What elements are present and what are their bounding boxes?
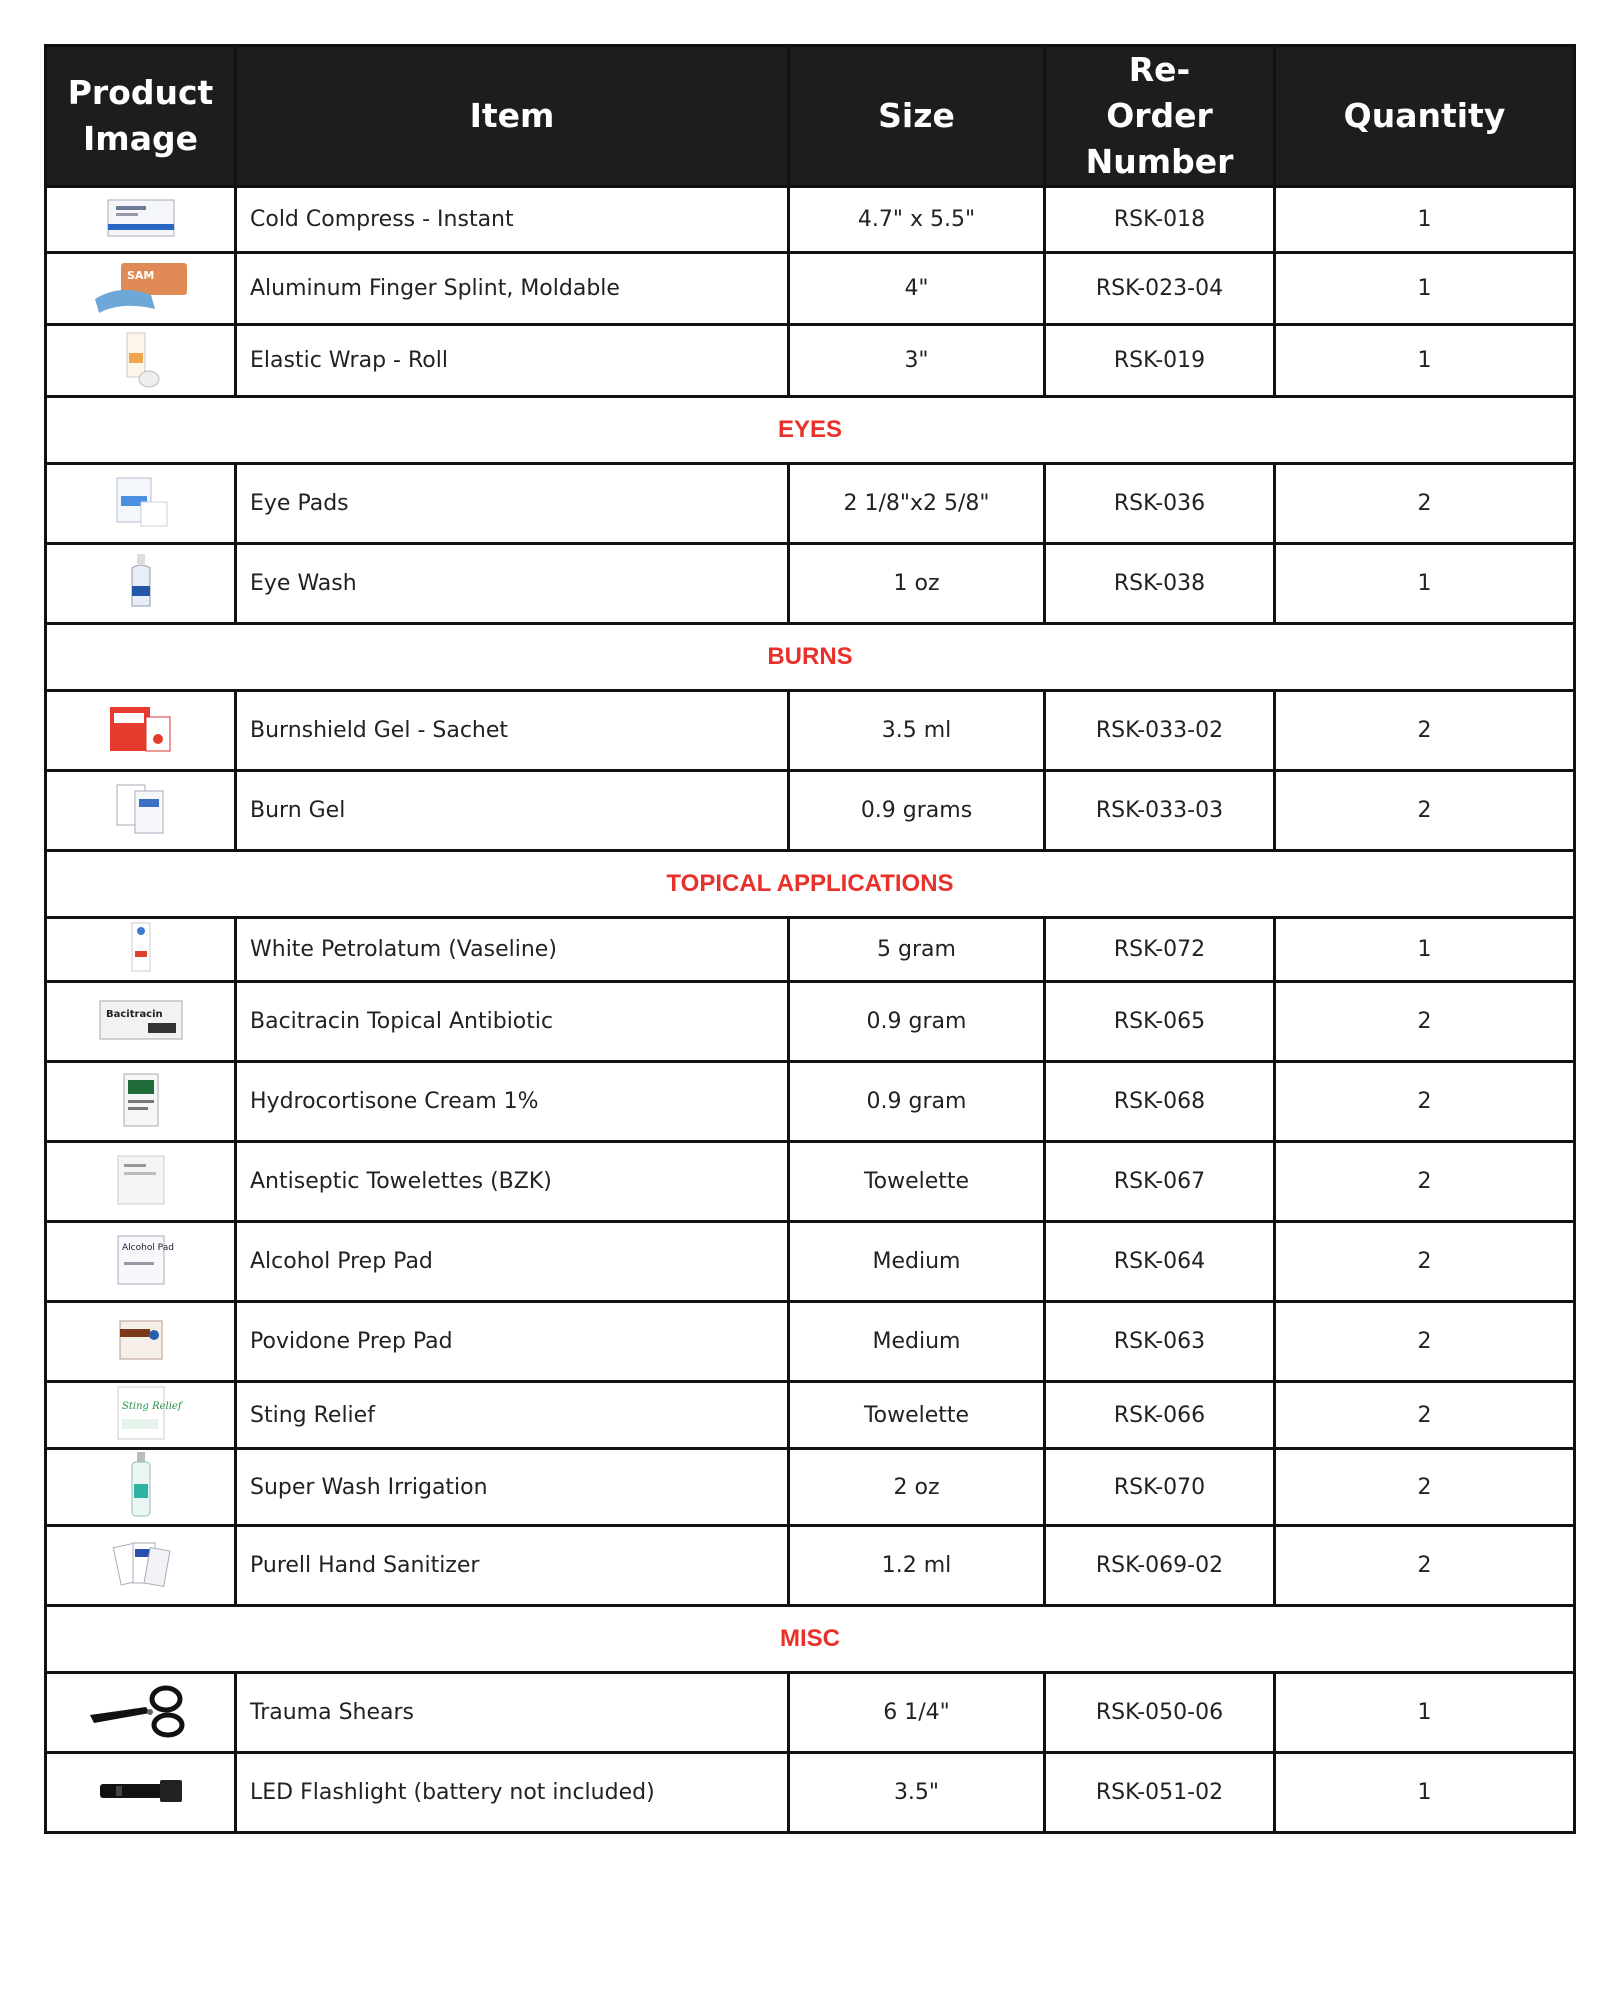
reorder-number-cell: RSK-051-02 [1045,1753,1275,1833]
size-cell: 4" [789,253,1045,325]
product-image-cell [46,1382,236,1449]
section-title: TOPICAL APPLICATIONS [46,851,1575,918]
product-image-cell [46,187,236,253]
reorder-number-cell: RSK-072 [1045,918,1275,982]
hydrocortisone-icon [116,1070,166,1134]
quantity-cell: 1 [1275,253,1575,325]
product-image-cell [46,691,236,771]
table-row [46,691,1575,771]
reorder-number-cell: RSK-018 [1045,187,1275,253]
section-row [46,397,1575,464]
product-image-cell [46,1222,236,1302]
item-cell: White Petrolatum (Vaseline) [236,918,789,982]
quantity-cell: 1 [1275,918,1575,982]
table-row [46,771,1575,851]
section-row [46,1606,1575,1673]
header-item: Item [236,46,789,187]
table-row [46,1302,1575,1382]
svg-text:Bacitracin: Bacitracin [105,1008,163,1020]
product-image-cell [46,544,236,624]
header-product-image: Product Image [46,46,236,187]
product-image-cell [46,918,236,982]
quantity-cell: 2 [1275,1526,1575,1606]
size-cell: Medium [789,1302,1045,1382]
svg-text:Alcohol Pad: Alcohol Pad [121,1242,174,1253]
reorder-number-cell: RSK-063 [1045,1302,1275,1382]
size-cell: 6 1/4" [789,1673,1045,1753]
item-cell: Eye Pads [236,464,789,544]
section-row [46,624,1575,691]
flashlight-icon [96,1776,186,1810]
elastic-wrap-icon [121,329,161,393]
quantity-cell: 2 [1275,691,1575,771]
reorder-number-cell: RSK-070 [1045,1449,1275,1526]
table-row [46,1449,1575,1526]
table-row [46,464,1575,544]
petrolatum-icon [126,921,156,979]
table-row [46,253,1575,325]
section-title: MISC [46,1606,1575,1673]
quantity-cell: 1 [1275,1673,1575,1753]
section-title: EYES [46,397,1575,464]
product-image-cell [46,982,236,1062]
size-cell: Towelette [789,1382,1045,1449]
table-row [46,1062,1575,1142]
header-quantity: Quantity [1275,46,1575,187]
size-cell: 4.7" x 5.5" [789,187,1045,253]
item-cell: LED Flashlight (battery not included) [236,1753,789,1833]
reorder-number-cell: RSK-065 [1045,982,1275,1062]
section-row [46,851,1575,918]
quantity-cell: 1 [1275,187,1575,253]
item-cell: Povidone Prep Pad [236,1302,789,1382]
size-cell: 3.5 ml [789,691,1045,771]
quantity-cell: 2 [1275,1222,1575,1302]
size-cell: 1.2 ml [789,1526,1045,1606]
svg-text:Sting Relief: Sting Relief [121,1401,182,1412]
reorder-number-cell: RSK-064 [1045,1222,1275,1302]
reorder-number-cell: RSK-066 [1045,1382,1275,1449]
finger-splint-icon [91,257,191,321]
burn-gel-icon [111,779,171,843]
size-cell: 0.9 gram [789,982,1045,1062]
size-cell: 1 oz [789,544,1045,624]
product-image-cell [46,1302,236,1382]
header-reorder-number: Re-Order Number [1045,46,1275,187]
size-cell: 2 1/8"x2 5/8" [789,464,1045,544]
product-image-cell [46,1062,236,1142]
product-image-cell [46,325,236,397]
quantity-cell: 1 [1275,325,1575,397]
size-cell: 0.9 gram [789,1062,1045,1142]
quantity-cell: 1 [1275,1753,1575,1833]
table-row [46,918,1575,982]
sanitizer-icon [111,1537,171,1595]
item-cell: Trauma Shears [236,1673,789,1753]
product-image-cell [46,1449,236,1526]
burnshield-icon [106,699,176,763]
item-cell: Antiseptic Towelettes (BZK) [236,1142,789,1222]
item-cell: Hydrocortisone Cream 1% [236,1062,789,1142]
bacitracin-icon [98,997,184,1047]
reorder-number-cell: RSK-038 [1045,544,1275,624]
eye-wash-icon [126,552,156,616]
product-image-cell [46,1753,236,1833]
table-row [46,1222,1575,1302]
product-image-cell [46,1673,236,1753]
sting-relief-icon [114,1383,182,1447]
povidone-pad-icon [116,1315,166,1369]
table-row [46,982,1575,1062]
product-image-cell [46,464,236,544]
header-size: Size [789,46,1045,187]
section-title: BURNS [46,624,1575,691]
size-cell: 5 gram [789,918,1045,982]
supply-table [44,44,1576,1834]
alcohol-pad-icon [114,1232,174,1292]
reorder-number-cell: RSK-069-02 [1045,1526,1275,1606]
towelette-icon [114,1152,168,1212]
reorder-number-cell: RSK-023-04 [1045,253,1275,325]
size-cell: 0.9 grams [789,771,1045,851]
table-row [46,1526,1575,1606]
item-cell: Aluminum Finger Splint, Moldable [236,253,789,325]
header-row [46,46,1575,187]
item-cell: Burn Gel [236,771,789,851]
item-cell: Bacitracin Topical Antibiotic [236,982,789,1062]
quantity-cell: 2 [1275,1062,1575,1142]
reorder-number-cell: RSK-050-06 [1045,1673,1275,1753]
item-cell: Alcohol Prep Pad [236,1222,789,1302]
table-row [46,187,1575,253]
quantity-cell: 2 [1275,1449,1575,1526]
item-cell: Eye Wash [236,544,789,624]
trauma-shears-icon [86,1681,196,1745]
item-cell: Cold Compress - Instant [236,187,789,253]
quantity-cell: 2 [1275,771,1575,851]
quantity-cell: 2 [1275,1382,1575,1449]
quantity-cell: 2 [1275,982,1575,1062]
product-image-cell [46,253,236,325]
table-row [46,1142,1575,1222]
table-row [46,1382,1575,1449]
size-cell: Towelette [789,1142,1045,1222]
reorder-number-cell: RSK-033-03 [1045,771,1275,851]
quantity-cell: 1 [1275,544,1575,624]
quantity-cell: 2 [1275,1142,1575,1222]
reorder-number-cell: RSK-019 [1045,325,1275,397]
item-cell: Sting Relief [236,1382,789,1449]
item-cell: Burnshield Gel - Sachet [236,691,789,771]
reorder-number-cell: RSK-036 [1045,464,1275,544]
table-row [46,1673,1575,1753]
table-row [46,544,1575,624]
product-image-cell [46,771,236,851]
svg-text:SAM: SAM [126,268,154,282]
quantity-cell: 2 [1275,464,1575,544]
table-row [46,325,1575,397]
reorder-number-cell: RSK-033-02 [1045,691,1275,771]
size-cell: Medium [789,1222,1045,1302]
size-cell: 2 oz [789,1449,1045,1526]
table-row [46,1753,1575,1833]
eye-pads-icon [111,472,171,536]
item-cell: Super Wash Irrigation [236,1449,789,1526]
product-image-cell [46,1142,236,1222]
wash-bottle-icon [126,1450,156,1524]
item-cell: Elastic Wrap - Roll [236,325,789,397]
reorder-number-cell: RSK-067 [1045,1142,1275,1222]
size-cell: 3.5" [789,1753,1045,1833]
item-cell: Purell Hand Sanitizer [236,1526,789,1606]
cold-compress-icon [106,196,176,244]
product-image-cell [46,1526,236,1606]
quantity-cell: 2 [1275,1302,1575,1382]
reorder-number-cell: RSK-068 [1045,1062,1275,1142]
size-cell: 3" [789,325,1045,397]
